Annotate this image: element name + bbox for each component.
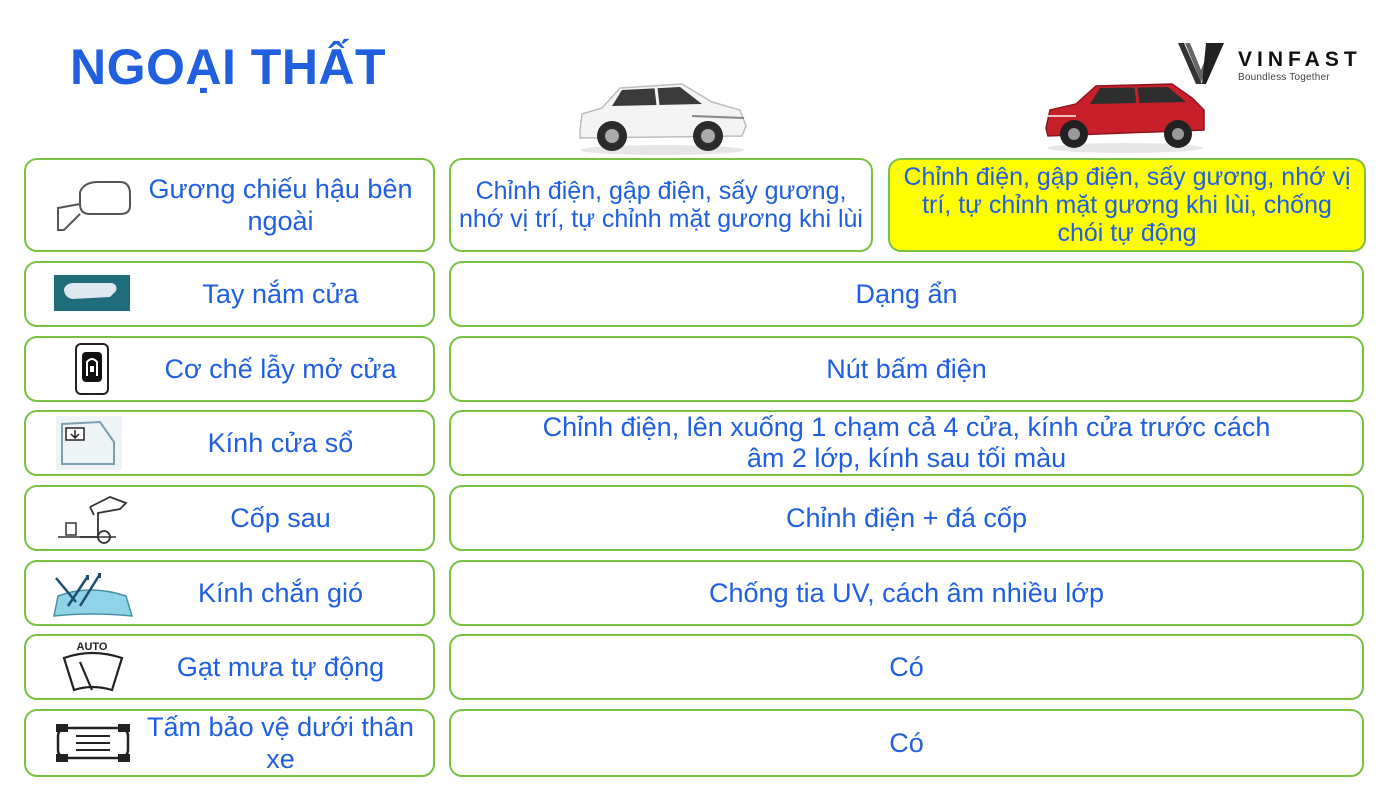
power-tailgate-icon xyxy=(50,491,134,545)
row-value: Chỉnh điện, gập điện, sấy gương, nhớ vị trí, tự chỉnh mặt gương khi lùi xyxy=(459,177,863,233)
row-label: Gạt mưa tự động xyxy=(176,652,385,682)
row-wiper-value xyxy=(449,634,1364,700)
row-label: Gương chiếu hậu bên ngoài xyxy=(148,174,413,236)
row-value: Chỉnh điện + đá cốp xyxy=(786,502,1027,533)
windshield-uv-icon xyxy=(50,566,134,620)
red-car-image xyxy=(1040,80,1210,154)
row-value: Có xyxy=(889,651,924,682)
window-glass-icon xyxy=(50,416,134,470)
row-value: Có xyxy=(889,727,924,758)
row-mirror-label xyxy=(24,158,435,252)
row-window-value xyxy=(449,410,1364,476)
row-door-release-label xyxy=(24,336,435,402)
row-label: Tay nắm cửa xyxy=(202,279,359,309)
row-mirror-value-red xyxy=(888,158,1366,252)
brand-name: VINFAST xyxy=(1238,48,1362,71)
row-wiper-label xyxy=(24,634,435,700)
row-windshield-value xyxy=(449,560,1364,626)
door-handle-icon xyxy=(50,267,134,321)
row-value: Dạng ẩn xyxy=(855,278,958,309)
row-mirror-value-white xyxy=(449,158,873,252)
row-label: Kính chắn gió xyxy=(197,578,364,608)
door-release-button-icon xyxy=(50,342,134,396)
row-tailgate-value xyxy=(449,485,1364,551)
row-label: Cơ chế lẫy mở cửa xyxy=(164,354,397,384)
row-tailgate-label xyxy=(24,485,435,551)
row-underbody-value xyxy=(449,709,1364,777)
brand-tagline: Boundless Together xyxy=(1238,72,1330,83)
row-value: Chỉnh điện, lên xuống 1 chạm cả 4 cửa, kính cửa trước cách âm 2 lớp, kính sau tối màu xyxy=(542,412,1271,473)
row-door-release-value xyxy=(449,336,1364,402)
row-value: Chống tia UV, cách âm nhiều lớp xyxy=(709,577,1104,608)
side-mirror-icon xyxy=(50,178,134,232)
row-underbody-label xyxy=(24,709,435,777)
row-label: Kính cửa sổ xyxy=(207,428,354,458)
underbody-shield-icon xyxy=(50,716,134,770)
row-door-handle-value xyxy=(449,261,1364,327)
row-value: Nút bấm điện xyxy=(826,353,987,384)
row-label: Tấm bảo vệ dưới thân xe xyxy=(147,712,414,774)
row-window-label xyxy=(24,410,435,476)
row-door-handle-label xyxy=(24,261,435,327)
auto-wiper-text: AUTO xyxy=(76,641,108,653)
row-windshield-label xyxy=(24,560,435,626)
white-car-image xyxy=(572,78,752,156)
page-title: NGOẠI THẤT xyxy=(70,39,387,95)
row-value-highlight: Chỉnh điện, gập điện, sấy gương, nhớ vị trí, tự chỉnh mặt gương khi lùi, chống chói tự động xyxy=(903,163,1351,247)
row-label: Cốp sau xyxy=(230,503,331,533)
auto-wiper-icon xyxy=(50,640,134,694)
